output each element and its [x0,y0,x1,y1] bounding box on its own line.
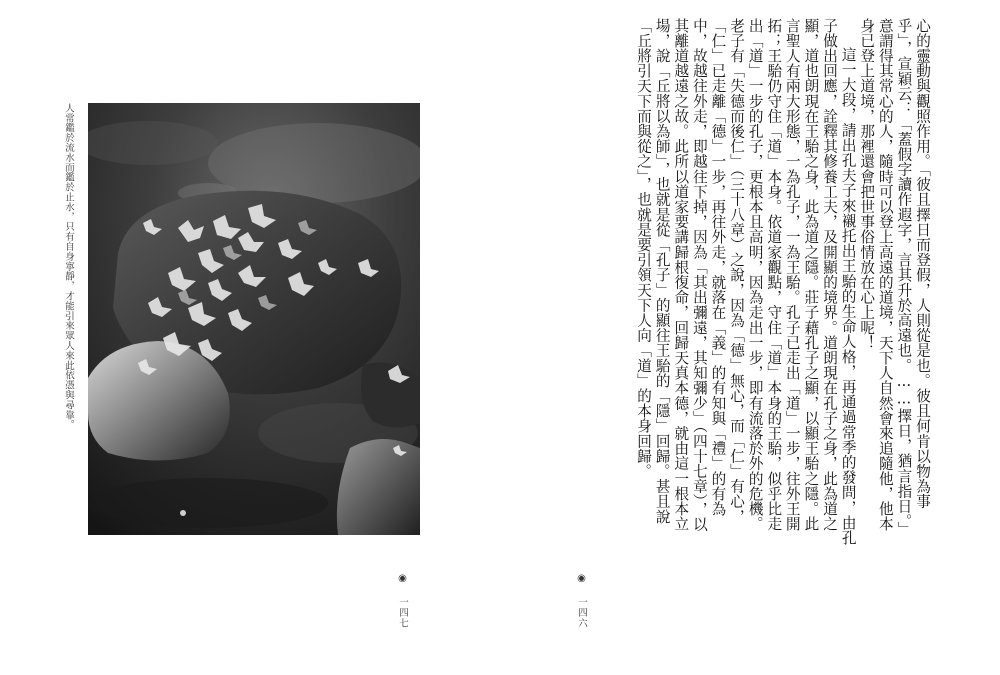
paragraph-1: 心的靈動與觀照作用。「彼且擇日而登假，人則從是也。彼且何肯以物為事乎」，宣穎云：「蓋假字讀作遐字，言其升於高遠也。……擇日，猶言指日。」意謂得其常心的人，隨時可以登上高遠的道境，天下人自然會來追隨他，他本身已登上道境，那裡還會把世事俗情放在心上呢！ [858,18,931,537]
page-number-left [395,573,409,629]
river-rock-photograph [88,103,420,535]
page-number-right [574,573,588,629]
body-text [597,18,931,546]
page-dot-icon: ◉ [576,573,587,585]
photo-illustration [88,103,420,535]
photo-caption: 人常鑑於流水而鑑於止水，只有自身寧靜，才能引來眾人來此依憑與尋靠。 [63,103,74,430]
page-number-right-text: 一四六 [576,597,587,629]
paragraph-2: 這一大段，請出孔夫子來襯托出王駘的生命人格，再通過常季的發問，由孔子做出回應，詮釋其修養工夫，及開顯的境界。道朗現在孔子之身，此為道之顯，道也朗現在王駘之身，此為道之隱。莊子藉孔子之顯，以顯王駘之隱。此言聖人有兩大形態，一為孔子，一為王駘。孔子已走出「道」一步，往外王開拓；王駘仍守住「道」本身。依道家觀點，守住「道」本身的王駘，似乎比走出「道」一步的孔子，更根本且高明，因為走出一步，即有流落於外的危機。老子有「失德而後仁」（三十八章）之說，因為「德」無心，而「仁」有心，「仁」已走離「德」一步，再往外走，就落在「義」的有知與「禮」的有為中，故越往外走，即越往下掉，因為「其出彌遠，其知彌少」（四十七章），以其離道越遠之故。此所以道家要講歸根復命，回歸天真本德，就由這一根本立場，說「丘將以為師」，也就是從「孔子」的顯往王駘的「隱」回歸。甚且說「丘將引天下而與從之」，也就是要引領天下人向「道」的本身回歸。 [635,18,857,546]
page-dot-icon: ◉ [397,573,408,585]
page-number-left-text: 一四七 [397,597,408,629]
